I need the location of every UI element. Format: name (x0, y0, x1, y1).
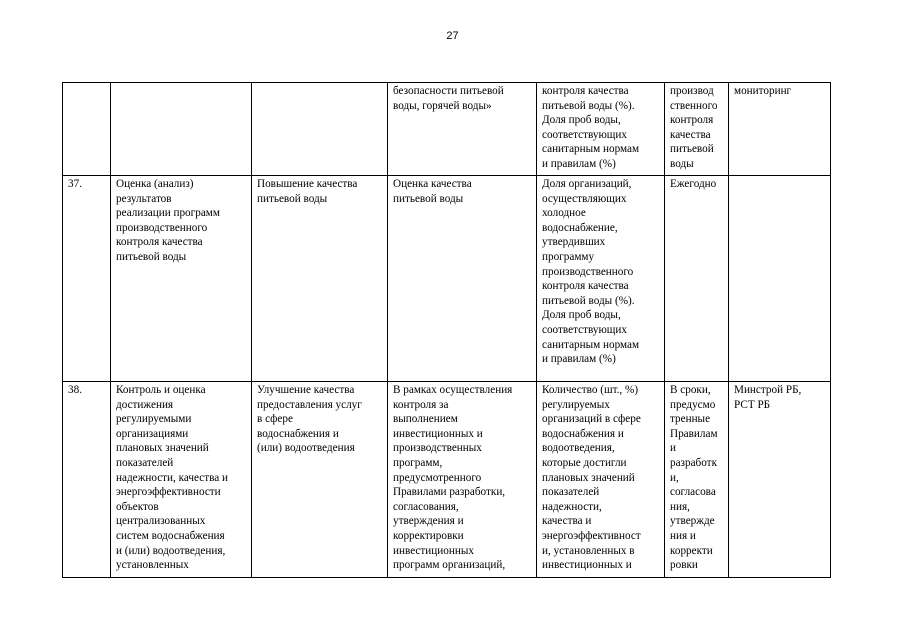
measures-table (62, 82, 831, 578)
goal-cell (252, 176, 388, 382)
responsible-text: мониторинг (734, 85, 792, 97)
deadline-cell (665, 176, 729, 382)
responsible-text: Минстрой РБ, РСТ РБ (734, 384, 802, 411)
event-text: Оценка (анализ) результатов реализации программ производственного контроля качества питьевой воды (116, 178, 220, 263)
content-cell (388, 176, 537, 382)
event-cell (111, 382, 252, 578)
page-number: 27 (446, 30, 459, 42)
goal-cell (252, 83, 388, 176)
content-cell (388, 83, 537, 176)
deadline-text: В сроки, предусмо тренные Правилам и разработк и, согласова ния, утвержде ния и корректи ровки (670, 384, 718, 572)
responsible-cell (729, 176, 831, 382)
deadline-text: Ежегодно (670, 178, 717, 190)
content-text: В рамках осуществления контроля за выполнением инвестиционных и производственных программ, предусмотренного Правилами разработки, согласования, утверждения и корректировки инвестиционных программ организаций, (393, 384, 513, 572)
table-row (63, 176, 831, 382)
row-number: 38. (68, 384, 82, 396)
row-number-cell (63, 176, 111, 382)
event-cell (111, 83, 252, 176)
row-number-cell (63, 83, 111, 176)
row-number-cell (63, 382, 111, 578)
event-text: Контроль и оценка достижения регулируемыми организациями плановых значений показателей надежности, качества и энергоэффективности объектов централизованных систем водоснабжения и (или) водоотведения, установленных (116, 384, 229, 572)
indicator-cell (537, 176, 665, 382)
content-text: Оценка качества питьевой воды (393, 178, 472, 205)
deadline-cell (665, 83, 729, 176)
indicator-cell (537, 83, 665, 176)
goal-text: Улучшение качества предоставления услуг в сфере водоснабжения и (или) водоотведения (257, 384, 362, 455)
indicator-text: Количество (шт., %) регулируемых организаций в сфере водоснабжения и водоотведения, которые достигли плановых значений показателей надежности, качества и энергоэффективност и, установленных в инвестиционных и (542, 384, 641, 572)
responsible-cell (729, 83, 831, 176)
indicator-text: контроля качества питьевой воды (%). Доля проб воды, соответствующих санитарным нормам и правилам (%) (542, 85, 640, 170)
table-row (63, 83, 831, 176)
indicator-cell (537, 382, 665, 578)
goal-cell (252, 382, 388, 578)
row-number: 37. (68, 178, 82, 190)
deadline-text: производ ственного контроля качества питьевой воды (670, 85, 718, 170)
table-row (63, 382, 831, 578)
content-cell (388, 382, 537, 578)
goal-text: Повышение качества питьевой воды (257, 178, 358, 205)
responsible-cell (729, 382, 831, 578)
deadline-cell (665, 382, 729, 578)
event-cell (111, 176, 252, 382)
content-text: безопасности питьевой воды, горячей воды» (393, 85, 504, 112)
indicator-text: Доля организаций, осуществляющих холодное водоснабжение, утвердивших программу производственного контроля качества питьевой воды (%). Доля проб воды, соответствующих санитарным нормам и правилам (%) (542, 178, 640, 366)
